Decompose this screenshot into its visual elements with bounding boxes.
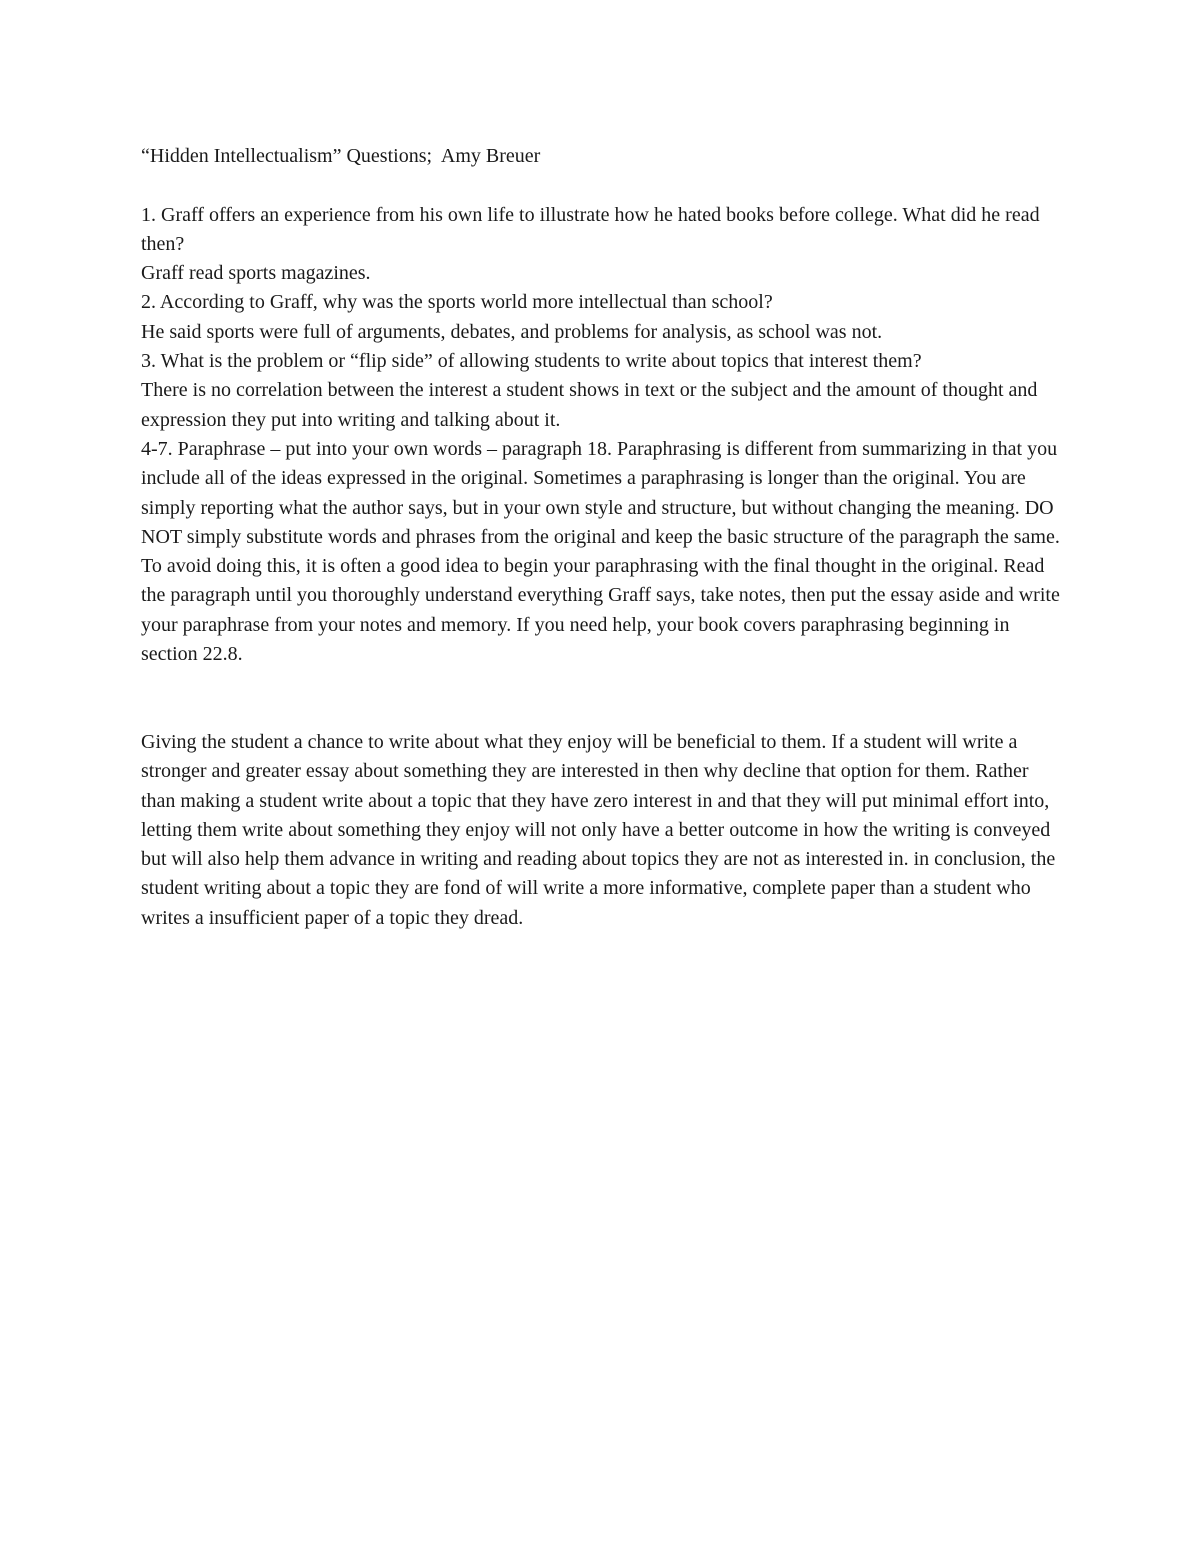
answer-2: He said sports were full of arguments, debates, and problems for analysis, as school was not. [141,320,883,343]
paraphrase-instructions: 4-7. Paraphrase – put into your own words – paragraph 18. Paraphrasing is different from summarizing in that you include all of the ideas expressed in the original. Sometimes a paraphrasing is longer than the original. You are simply reporting what the author says, but in your own style and structure, but without changing the meaning. DO NOT simply substitute words and phrases from the original and keep the basic structure of the paragraph the same. To avoid doing this, it is often a good idea to begin your paraphrasing with the final thought in the original. Read the paragraph until you thoroughly understand everything Graff says, take notes, then put the essay aside and write your paraphrase from your notes and memory. If you need help, your book covers paraphrasing beginning in section 22.8. [141,437,1060,666]
question-2: 2. According to Graff, why was the sports world more intellectual than school? [141,291,773,314]
spacer [141,669,1066,728]
spacer [141,171,1066,200]
paraphrase-response: Giving the student a chance to write about what they enjoy will be beneficial to them. If a student will write a stronger and greater essay about something they are interested in then why decline that option for them. Rather than making a student write about a topic that they have zero interest in and that they will put minimal effort into, letting them write about something they enjoy will not only have a better outcome in how the writing is conveyed but will also help them advance in writing and reading about topics they are not as interested in. in conclusion, the student writing about a topic they are fond of will write a more informative, complete paper than a student who writes a insufficient paper of a topic they dread. [141,730,1056,929]
answer-1: Graff read sports magazines. [141,262,371,285]
question-1: 1. Graff offers an experience from his own life to illustrate how he hated books before college. What did he read then? [141,203,1040,255]
document-body [141,142,1066,933]
question-3: 3. What is the problem or “flip side” of allowing students to write about topics that interest them? [141,350,922,373]
answer-3: There is no correlation between the interest a student shows in text or the subject and the amount of thought and expression they put into writing and talking about it. [141,379,1038,431]
document-title: “Hidden Intellectualism” Questions; Amy Breuer [141,145,541,167]
